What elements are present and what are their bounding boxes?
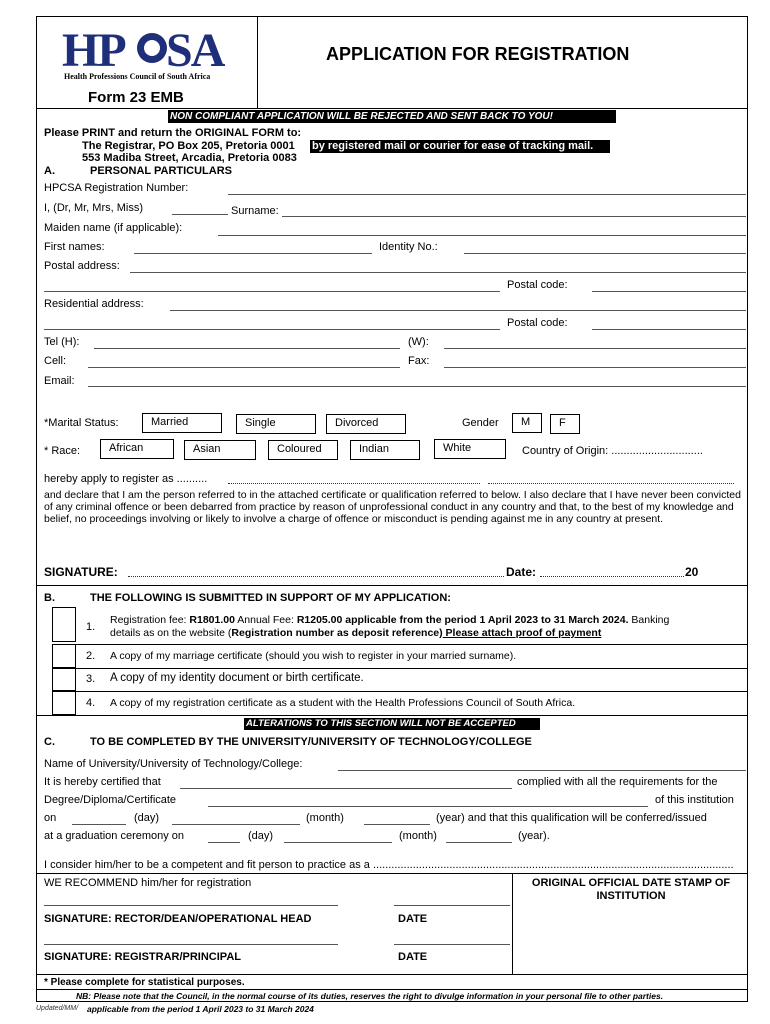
race-option-indian[interactable]: Indian bbox=[350, 440, 420, 460]
item-rule-2 bbox=[76, 668, 748, 669]
qualified-month-field[interactable] bbox=[172, 824, 300, 825]
postal-code2-label: Postal code: bbox=[507, 317, 568, 329]
residential-address-field-2[interactable] bbox=[44, 329, 500, 330]
year2-label: (year). bbox=[518, 830, 550, 842]
qualified-year-field[interactable] bbox=[364, 824, 430, 825]
reg-number-field[interactable] bbox=[228, 194, 746, 195]
hpcsa-logo-emblem-inner bbox=[144, 40, 160, 56]
marital-option-married[interactable]: Married bbox=[142, 413, 222, 433]
registrar-date-field[interactable] bbox=[394, 944, 510, 945]
item-4-number: 4. bbox=[86, 697, 96, 709]
item-1-proof: Please attach proof of payment bbox=[442, 627, 602, 639]
item-4-text: A copy of my registration certificate as a student with the Health Professions Council of South Africa. bbox=[110, 697, 576, 709]
updated-note: applicable from the period 1 April 2023 to 31 March 2024 bbox=[87, 1004, 314, 1014]
reg-number-label: HPCSA Registration Number: bbox=[44, 182, 189, 194]
instructions-line3: 553 Madiba Street, Arcadia, Pretoria 0083 bbox=[82, 152, 297, 164]
stamp-area bbox=[513, 905, 747, 973]
header-divider bbox=[257, 16, 258, 108]
race-option-coloured[interactable]: Coloured bbox=[268, 440, 338, 460]
section-b-heading: THE FOLLOWING IS SUBMITTED IN SUPPORT OF MY APPLICATION: bbox=[90, 592, 451, 604]
header-bottom-rule bbox=[36, 108, 748, 109]
marital-option-divorced[interactable]: Divorced bbox=[326, 414, 406, 434]
checkbox-item-3[interactable] bbox=[52, 668, 76, 691]
section-a-letter: A. bbox=[44, 165, 55, 177]
item-1-annual-label: Annual Fee: bbox=[234, 614, 297, 626]
degree-label: Degree/Diploma/Certificate bbox=[44, 794, 177, 806]
instructions-highlight: by registered mail or courier for ease of tracking mail. bbox=[310, 140, 610, 153]
email-label: Email: bbox=[44, 375, 75, 387]
section-b-letter: B. bbox=[44, 592, 55, 604]
fax-label: Fax: bbox=[408, 355, 430, 367]
form-number: Form 23 EMB bbox=[88, 89, 184, 106]
checkbox-item-4[interactable] bbox=[52, 691, 76, 715]
identity-field[interactable] bbox=[464, 253, 746, 254]
email-field[interactable] bbox=[88, 386, 746, 387]
hpcsa-logo-wordmark-2: SA bbox=[166, 24, 224, 77]
item-1-details: details as on the website ( bbox=[110, 627, 232, 639]
logo-subtitle: Health Professions Council of South Africa bbox=[64, 72, 211, 81]
day2-label: (day) bbox=[248, 830, 274, 842]
rector-date-field[interactable] bbox=[394, 905, 510, 906]
item-rule-1 bbox=[76, 644, 748, 645]
warning-banner: NON COMPLIANT APPLICATION WILL BE REJECTED AND SENT BACK TO YOU! bbox=[168, 110, 616, 123]
rector-signature-label: SIGNATURE: RECTOR/DEAN/OPERATIONAL HEAD bbox=[44, 913, 312, 925]
title-label: I, (Dr, Mr, Mrs, Miss) bbox=[44, 202, 143, 214]
checkbox-item-2[interactable] bbox=[52, 644, 76, 668]
section-c-top-rule bbox=[36, 715, 748, 716]
residential-address-label: Residential address: bbox=[44, 298, 144, 310]
month2-label: (month) bbox=[399, 830, 437, 842]
postal-address-field-1[interactable] bbox=[130, 272, 746, 273]
registrar-signature-label: SIGNATURE: REGISTRAR/PRINCIPAL bbox=[44, 951, 241, 963]
tel-h-label: Tel (H): bbox=[44, 336, 80, 348]
apply-register-field-2[interactable] bbox=[488, 483, 734, 484]
statistical-note: * Please complete for statistical purposes. bbox=[44, 977, 245, 988]
institution-label: of this institution bbox=[655, 794, 734, 806]
item-1-fee-registration: R1801.00 bbox=[189, 614, 235, 626]
certified-name-field[interactable] bbox=[180, 788, 512, 789]
item-1-number: 1. bbox=[86, 621, 96, 633]
apply-register-label: hereby apply to register as .......... bbox=[44, 473, 208, 485]
complied-label: complied with all the requirements for the bbox=[517, 776, 718, 788]
gender-option-f[interactable]: F bbox=[550, 414, 580, 434]
postal-code-field[interactable] bbox=[592, 291, 746, 292]
qualified-day-field[interactable] bbox=[72, 824, 126, 825]
cell-label: Cell: bbox=[44, 355, 67, 367]
maiden-label: Maiden name (if applicable): bbox=[44, 222, 183, 234]
country-of-origin-label: Country of Origin: .............................. bbox=[522, 445, 703, 457]
graduation-month-field[interactable] bbox=[284, 842, 392, 843]
race-label: * Race: bbox=[44, 445, 81, 457]
graduation-label: at a graduation ceremony on bbox=[44, 830, 185, 842]
apply-register-field-1[interactable] bbox=[228, 483, 480, 484]
date-suffix: 20 bbox=[685, 565, 699, 579]
university-name-field[interactable] bbox=[338, 770, 746, 771]
page-title: APPLICATION FOR REGISTRATION bbox=[326, 44, 630, 64]
stamp-label: ORIGINAL OFFICIAL DATE STAMP OF INSTITUTION bbox=[531, 877, 731, 902]
gender-option-m[interactable]: M bbox=[512, 413, 542, 433]
nb-top-rule bbox=[36, 989, 748, 990]
section-b-top-rule bbox=[36, 585, 748, 586]
item-rule-3 bbox=[76, 691, 748, 692]
item-1-banking: Banking bbox=[628, 614, 670, 626]
tel-h-field[interactable] bbox=[94, 348, 400, 349]
item-3-number: 3. bbox=[86, 673, 96, 685]
marital-option-single[interactable]: Single bbox=[236, 414, 316, 434]
updated-prefix: Updated/MM/ bbox=[36, 1005, 79, 1012]
marital-status-label: *Marital Status: bbox=[44, 417, 119, 429]
cell-field[interactable] bbox=[88, 367, 400, 368]
consider-text: I consider him/her to be a competent and fit person to practice as a ...................................................................................................................... bbox=[44, 859, 734, 871]
recommend-label: WE RECOMMEND him/her for registration bbox=[44, 877, 252, 889]
first-names-label: First names: bbox=[44, 241, 105, 253]
rector-signature-field[interactable] bbox=[44, 905, 338, 906]
date-field[interactable] bbox=[540, 576, 684, 577]
surname-label: Surname: bbox=[231, 205, 279, 217]
rector-date-label: DATE bbox=[398, 913, 428, 925]
graduation-year-field[interactable] bbox=[446, 842, 512, 843]
registrar-date-label: DATE bbox=[398, 951, 428, 963]
residential-address-field-1[interactable] bbox=[170, 310, 746, 311]
item-1-fee-label: Registration fee: bbox=[110, 614, 190, 626]
signature-field[interactable] bbox=[128, 576, 504, 577]
title-field[interactable] bbox=[172, 214, 228, 215]
race-option-asian[interactable]: Asian bbox=[184, 440, 256, 460]
tel-w-field[interactable] bbox=[444, 348, 746, 349]
instructions-line2: The Registrar, PO Box 205, Pretoria 0001 bbox=[82, 140, 295, 152]
degree-field[interactable] bbox=[208, 806, 648, 807]
date-label: Date: bbox=[506, 565, 537, 579]
item-1-fee-annual: R1205.00 applicable from the period 1 April 2023 to 31 March 2024. bbox=[296, 614, 629, 626]
registrar-signature-field[interactable] bbox=[44, 944, 338, 945]
fax-field[interactable] bbox=[444, 367, 746, 368]
nb-note: NB: Please note that the Council, in the normal course of its duties, reserves the right to divulge information in your personal file to other parties. bbox=[76, 991, 664, 1001]
item-1-text bbox=[110, 614, 750, 640]
on-label: on bbox=[44, 812, 57, 824]
surname-field[interactable] bbox=[282, 216, 746, 217]
first-names-field[interactable] bbox=[134, 253, 372, 254]
declaration-text: and declare that I am the person referred to in the attached certificate or qualification referred to below. I also declare that I have never been convicted of any criminal offence or been debarred from practice by reason of unprofessional conduct in any country and that, to the best of my knowledge and belief, no proceedings involving or likely to involve a charge of offence or misconduct is pending against me in any country at present. bbox=[44, 489, 741, 525]
instructions-line1: Please PRINT and return the ORIGINAL FORM to: bbox=[44, 127, 302, 139]
maiden-field[interactable] bbox=[218, 235, 746, 236]
alterations-banner: ALTERATIONS TO THIS SECTION WILL NOT BE ACCEPTED bbox=[244, 718, 540, 730]
identity-label: Identity No.: bbox=[379, 241, 438, 253]
year-conferred-label: (year) and that this qualification will be conferred/issued bbox=[436, 812, 707, 824]
item-2-text: A copy of my marriage certificate (should you wish to register in your married surname). bbox=[110, 650, 517, 662]
hpcsa-logo-wordmark: HP bbox=[62, 24, 125, 77]
item-2-number: 2. bbox=[86, 650, 96, 662]
month-label: (month) bbox=[306, 812, 344, 824]
day-label: (day) bbox=[134, 812, 160, 824]
footer-top-rule bbox=[36, 974, 748, 975]
graduation-day-field[interactable] bbox=[208, 842, 240, 843]
university-name-label: Name of University/University of Technology/College: bbox=[44, 758, 303, 770]
section-a-heading: PERSONAL PARTICULARS bbox=[90, 165, 232, 177]
postal-address-label: Postal address: bbox=[44, 260, 120, 272]
checkbox-item-1[interactable] bbox=[52, 607, 76, 642]
section-c-heading: TO BE COMPLETED BY THE UNIVERSITY/UNIVERSITY OF TECHNOLOGY/COLLEGE bbox=[90, 736, 532, 748]
signature-label: SIGNATURE: bbox=[44, 565, 118, 579]
recommend-top-rule bbox=[36, 873, 748, 874]
section-c-letter: C. bbox=[44, 736, 55, 748]
postal-code2-field[interactable] bbox=[592, 329, 746, 330]
race-option-white[interactable]: White bbox=[434, 439, 506, 459]
certified-label: It is hereby certified that bbox=[44, 776, 161, 788]
item-3-text: A copy of my identity document or birth certificate. bbox=[110, 672, 364, 684]
race-option-african[interactable]: African bbox=[100, 439, 174, 459]
tel-w-label: (W): bbox=[408, 336, 429, 348]
item-1-reg-ref: Registration number as deposit reference) bbox=[231, 627, 443, 639]
postal-address-field-2[interactable] bbox=[44, 291, 500, 292]
gender-label: Gender bbox=[462, 417, 499, 429]
postal-code-label: Postal code: bbox=[507, 279, 568, 291]
